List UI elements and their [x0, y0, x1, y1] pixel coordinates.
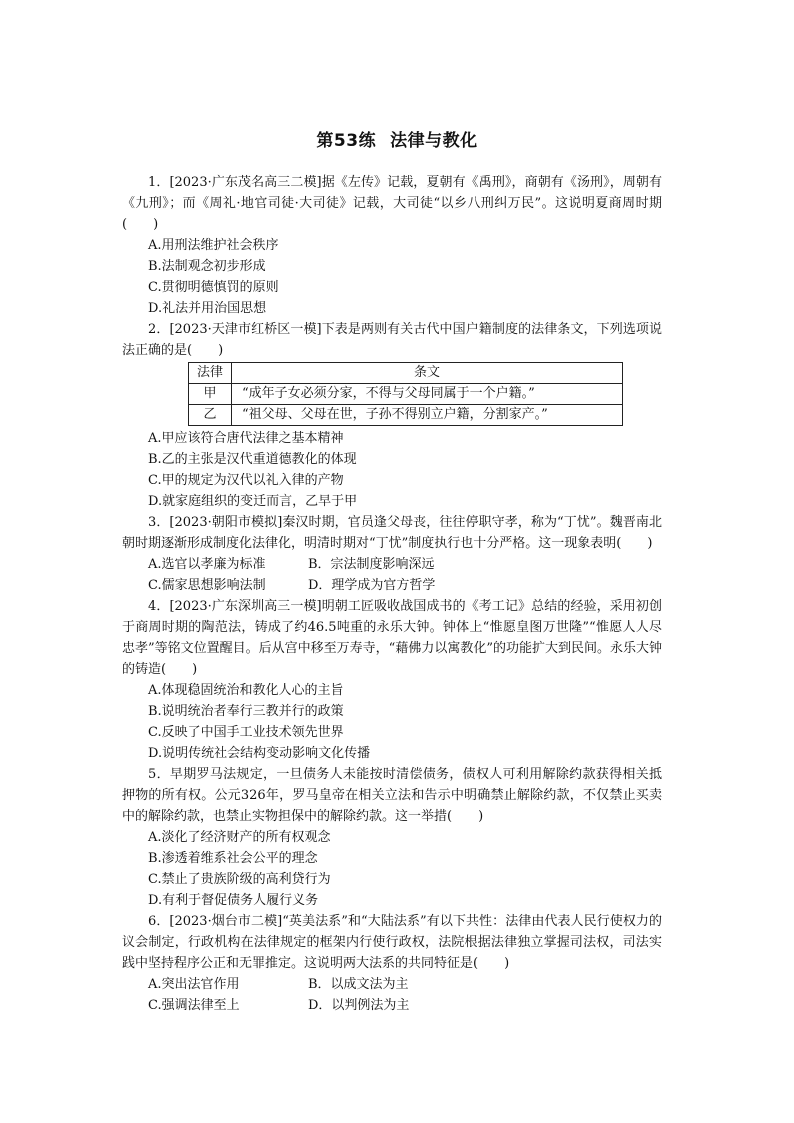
table-cell-article: “成年子女必须分家，不得与父母同属于一个户籍。”	[232, 384, 623, 405]
option-row	[122, 974, 662, 995]
option-c: C.儒家思想影响法制	[148, 578, 266, 593]
option-a: A.甲应该符合唐代法律之基本精神	[148, 431, 344, 446]
question-list	[122, 172, 662, 1016]
table-cell-law: 甲	[189, 384, 232, 405]
table-cell-article: “祖父母、父母在世，子孙不得别立户籍，分割家产。”	[232, 405, 623, 426]
question-6	[122, 911, 662, 1016]
option-c: C.强调法律至上	[148, 998, 240, 1013]
question-stem: 3．[2023·朝阳市模拟]秦汉时期，官员逢父母丧，往往停职守孝，称为“丁忧”。魏晋南北朝时期逐渐形成制度化法律化，明清时期对“丁忧”制度执行也十分严格。这一现象表明( )	[122, 515, 662, 551]
question-stem: 5．早期罗马法规定，一旦债务人未能按时清偿债务，债权人可利用解除约款获得相关抵押物的所有权。公元326年，罗马皇帝在相关立法和告示中明确禁止解除约款，不仅禁止买卖中的解除约款，也禁止实物担保中的解除约款。这一举措( )	[122, 767, 662, 824]
option-c: C.禁止了贵族阶级的高利贷行为	[148, 872, 331, 887]
question-stem: 2．[2023·天津市红桥区一模]下表是两则有关古代中国户籍制度的法律条文，下列选项说法正确的是( )	[122, 322, 662, 358]
question-2	[122, 319, 662, 512]
table-row	[189, 384, 623, 405]
option-a: A.突出法官作用	[148, 977, 240, 992]
option-a: A.用刑法维护社会秩序	[148, 238, 279, 253]
option-c: C.反映了中国手工业技术领先世界	[148, 725, 344, 740]
title-topic: 法律与教化	[390, 131, 478, 151]
table-header-article: 条文	[232, 363, 623, 384]
option-a: A.体现稳固统治和教化人心的主旨	[148, 683, 344, 698]
option-b: B.法制观念初步形成	[148, 259, 266, 274]
option-d: D．理学成为官方哲学	[308, 578, 436, 593]
question-1	[122, 172, 662, 319]
option-d: D.有利于督促债务人履行义务	[148, 893, 319, 908]
question-3	[122, 512, 662, 596]
question-4	[122, 596, 662, 764]
table-header-row	[189, 363, 623, 384]
option-b: B.乙的主张是汉代重道德教化的体现	[148, 452, 357, 467]
law-table	[188, 362, 623, 426]
page-title	[0, 126, 794, 151]
option-c: C.贯彻明德慎罚的原则	[148, 280, 279, 295]
option-d: D．以判例法为主	[308, 998, 410, 1013]
option-row	[122, 995, 662, 1016]
option-b: B．以成文法为主	[308, 977, 409, 992]
option-d: D.就家庭组织的变迁而言，乙早于甲	[148, 494, 358, 509]
title-number: 第53练	[316, 131, 377, 151]
option-d: D.礼法并用治国思想	[148, 301, 267, 316]
option-a: A.淡化了经济财产的所有权观念	[148, 830, 331, 845]
question-5	[122, 764, 662, 911]
option-b: B.渗透着维系社会公平的理念	[148, 851, 318, 866]
option-a: A.选官以孝廉为标准	[148, 557, 266, 572]
option-b: B．宗法制度影响深远	[308, 557, 435, 572]
option-row	[122, 575, 662, 596]
table-cell-law: 乙	[189, 405, 232, 426]
table-header-law: 法律	[189, 363, 232, 384]
table-row	[189, 405, 623, 426]
question-stem: 6．[2023·烟台市二模]“英美法系”和“大陆法系”有以下共性：法律由代表人民行使权力的议会制定，行政机构在法律规定的框架内行使行政权，法院根据法律独立掌握司法权，司法实践中坚持程序公正和无罪推定。这说明两大法系的共同特征是( )	[122, 914, 662, 971]
option-c: C.甲的规定为汉代以礼入律的产物	[148, 473, 344, 488]
option-row	[122, 554, 662, 575]
question-stem: 4．[2023·广东深圳高三一模]明朝工匠吸收战国成书的《考工记》总结的经验，采用初创于商周时期的陶范法，铸成了约46.5吨重的永乐大钟。钟体上“惟愿皇图万世隆”“惟愿人人尽忠孝”等铭文位置醒目。后从宫中移至万寿寺，“藉佛力以寓教化”的功能扩大到民间。永乐大钟的铸造( )	[122, 599, 662, 677]
option-b: B.说明统治者奉行三教并行的政策	[148, 704, 344, 719]
question-stem: 1．[2023·广东茂名高三二模]据《左传》记载，夏朝有《禹刑》，商朝有《汤刑》，周朝有《九刑》；而《周礼·地官司徒·大司徒》记载，大司徒“以乡八刑纠万民”。这说明夏商周时期( )	[122, 175, 662, 232]
option-d: D.说明传统社会结构变动影响文化传播	[148, 746, 371, 761]
